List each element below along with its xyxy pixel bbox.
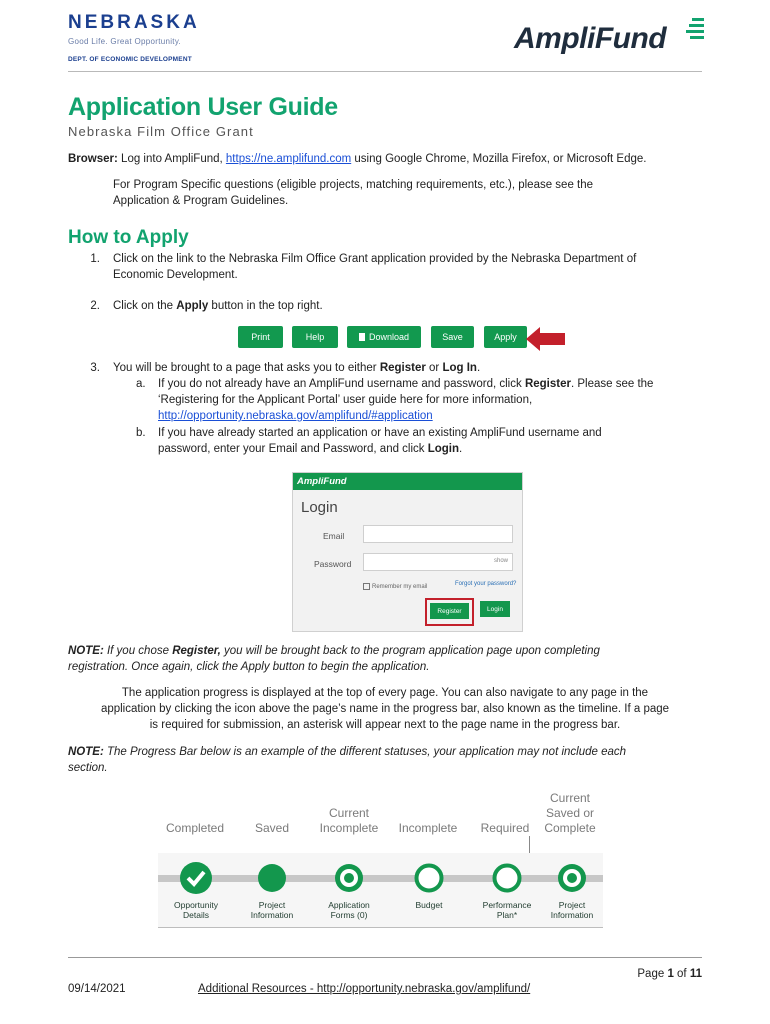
note-bold: Register, [172, 645, 221, 657]
note-label: NOTE: [68, 746, 104, 758]
page-title: Application User Guide [68, 93, 338, 121]
login-screenshot [292, 472, 523, 632]
step-2-text-end: button in the top right. [208, 300, 323, 312]
sub-step-a-line: ‘Registering for the Applicant Portal’ user guide here for more information, [158, 394, 533, 406]
forgot-password-link[interactable]: Forgot your password? [455, 581, 517, 587]
page-label: Page [637, 968, 668, 980]
step-1 [113, 251, 713, 283]
register-highlight [425, 598, 474, 626]
how-to-apply-heading: How to Apply [68, 227, 189, 248]
login-title: Login [301, 499, 338, 516]
note-text: The Progress Bar below is an example of the different statuses, your application may not include each [103, 746, 627, 758]
email-field[interactable] [363, 525, 513, 543]
sub-step-a-text: If you do not already have an AmpliFund username and password, click [158, 378, 525, 390]
step-1-line: Economic Development. [113, 269, 238, 281]
progress-item-label[interactable] [394, 900, 464, 910]
progress-item-line: Application [328, 900, 370, 910]
sub-step-b-line: If you have already started an application or have an existing AmpliFund username and [158, 427, 602, 439]
legend-line: Current [549, 791, 590, 805]
page-label: of [673, 968, 690, 980]
dept-label: DEPT. OF ECONOMIC DEVELOPMENT [68, 56, 192, 63]
progress-item-label[interactable] [161, 900, 231, 920]
completed-check-icon[interactable] [179, 861, 213, 895]
sub-step-letter: b. [136, 427, 146, 439]
note-line: section. [68, 762, 108, 774]
save-button[interactable]: Save [431, 326, 474, 348]
sub-step-letter: a. [136, 378, 146, 390]
nebraska-tagline: Good Life. Great Opportunity. [68, 37, 182, 46]
legend-required: Required [480, 821, 530, 835]
login-button[interactable]: Login [480, 601, 510, 617]
current-saved-icon[interactable] [557, 863, 587, 893]
browser-text-end: using Google Chrome, Mozilla Firefox, or Microsoft Edge. [351, 153, 647, 165]
sub-step-b-text: . [459, 443, 463, 455]
progress-line: The application progress is displayed at the top of every page. You can also navigate to any page in the [121, 687, 649, 699]
note-text: you will be brought back to the program application page upon completing [220, 645, 600, 657]
browser-label: Browser: [68, 153, 118, 165]
help-button[interactable]: Help [292, 326, 338, 348]
browser-text: Log into AmpliFund, [117, 153, 226, 165]
sub-step-a-text: . Please see the [570, 378, 654, 390]
arrow-left-icon [526, 326, 566, 352]
progress-item-label[interactable] [237, 900, 307, 920]
saved-status-icon[interactable] [257, 863, 287, 893]
download-icon [359, 333, 365, 341]
amplifund-link[interactable]: https://ne.amplifund.com [225, 153, 352, 165]
additional-resources-link[interactable]: Additional Resources - http://opportunity.nebraska.gov/amplifund/ [198, 983, 531, 995]
step-3 [113, 360, 480, 376]
note-register [68, 643, 718, 675]
browser-paragraph [68, 151, 718, 167]
progress-bar-example [158, 853, 603, 928]
progress-item-line: Details [183, 910, 209, 920]
step-2 [113, 298, 323, 314]
show-password-toggle[interactable]: show [493, 558, 508, 564]
login-term: Login [427, 443, 460, 455]
progress-item-line: Information [550, 910, 594, 920]
progress-paragraph [60, 685, 710, 733]
step-number: 2. [90, 300, 100, 312]
password-field[interactable] [363, 553, 513, 571]
step-2-bold: Apply [176, 300, 209, 312]
program-note-line: Application & Program Guidelines. [113, 195, 289, 207]
required-status-icon[interactable] [492, 863, 522, 893]
legend-line: Complete [544, 821, 596, 835]
legend-completed: Completed [165, 821, 225, 835]
note-label: NOTE: [68, 645, 104, 657]
step-2-text: Click on the [113, 300, 177, 312]
progress-item-line: Opportunity [174, 900, 218, 910]
download-label: Download [368, 332, 410, 342]
note-progress-bar [68, 744, 718, 776]
page-total: 11 [689, 968, 702, 980]
progress-item-line: Budget [415, 900, 443, 910]
sub-step-b-text: password, enter your Email and Password, and click [158, 443, 428, 455]
program-note-line: For Program Specific questions (eligible projects, matching requirements, etc.), please see the [113, 179, 594, 191]
password-label: Password [314, 559, 352, 569]
progress-item-label[interactable] [314, 900, 384, 920]
page-number [600, 966, 702, 982]
amplifund-logo-mark-icon [684, 16, 706, 44]
apply-button[interactable]: Apply [484, 326, 527, 348]
header-divider [68, 71, 702, 72]
incomplete-status-icon[interactable] [414, 863, 444, 893]
progress-item-label[interactable] [537, 900, 607, 920]
step-3-text: . [476, 362, 481, 374]
page-subtitle: Nebraska Film Office Grant [68, 124, 254, 139]
sub-step-a [158, 376, 718, 424]
step-3-text: You will be brought to a page that asks you to either [113, 362, 380, 374]
footer-divider [68, 957, 702, 958]
legend-saved: Saved [254, 821, 290, 835]
register-term: Register [524, 378, 571, 390]
note-line: registration. Once again, click the Apply button to begin the application. [68, 661, 430, 673]
progress-item-line: Forms (0) [330, 910, 368, 920]
progress-item-line: Information [250, 910, 294, 920]
footer-date: 09/14/2021 [68, 983, 126, 995]
current-incomplete-icon[interactable] [334, 863, 364, 893]
login-term: Log In [442, 362, 477, 374]
progress-line: application by clicking the icon above the page’s name in the progress bar, also known as the timeline. If a page [100, 703, 670, 715]
legend-line: Saved or [545, 806, 595, 820]
progress-track [158, 875, 603, 882]
nebraska-logo: NEBRASKA [68, 12, 200, 33]
note-text: If you chose [103, 645, 173, 657]
register-term: Register [379, 362, 426, 374]
progress-item-line: Performance [482, 900, 532, 910]
progress-item-line: Project [558, 900, 586, 910]
download-button[interactable] [347, 326, 421, 348]
legend-current-saved [536, 791, 604, 836]
progress-item-label[interactable] [472, 900, 542, 920]
step-number: 3. [90, 362, 100, 374]
legend-line: Current [328, 806, 369, 820]
legend-line: Incomplete [319, 821, 379, 835]
remember-label: Remember my email [372, 584, 428, 591]
register-button[interactable]: Register [430, 603, 469, 619]
login-header: AmpliFund [293, 473, 522, 490]
remember-me[interactable] [363, 583, 427, 590]
application-link[interactable]: http://opportunity.nebraska.gov/amplifund/#application [158, 410, 433, 422]
legend-incomplete: Incomplete [398, 821, 458, 835]
page-current: 1 [667, 968, 674, 980]
step-number: 1. [90, 253, 100, 265]
print-button[interactable]: Print [238, 326, 283, 348]
progress-item-line: Plan* [496, 910, 518, 920]
program-note [113, 177, 713, 209]
checkbox-icon [363, 583, 370, 590]
legend-current-incomplete [310, 806, 388, 836]
email-label: Email [323, 531, 345, 541]
sub-step-b [158, 425, 718, 457]
step-3-text: or [425, 362, 443, 374]
progress-item-line: Project [258, 900, 286, 910]
amplifund-logo: AmpliFund [514, 22, 667, 55]
progress-line: is required for submission, an asterisk will appear next to the page name in the progress bar. [149, 719, 621, 731]
step-1-line: Click on the link to the Nebraska Film Office Grant application provided by the Nebraska Department of [113, 253, 637, 265]
